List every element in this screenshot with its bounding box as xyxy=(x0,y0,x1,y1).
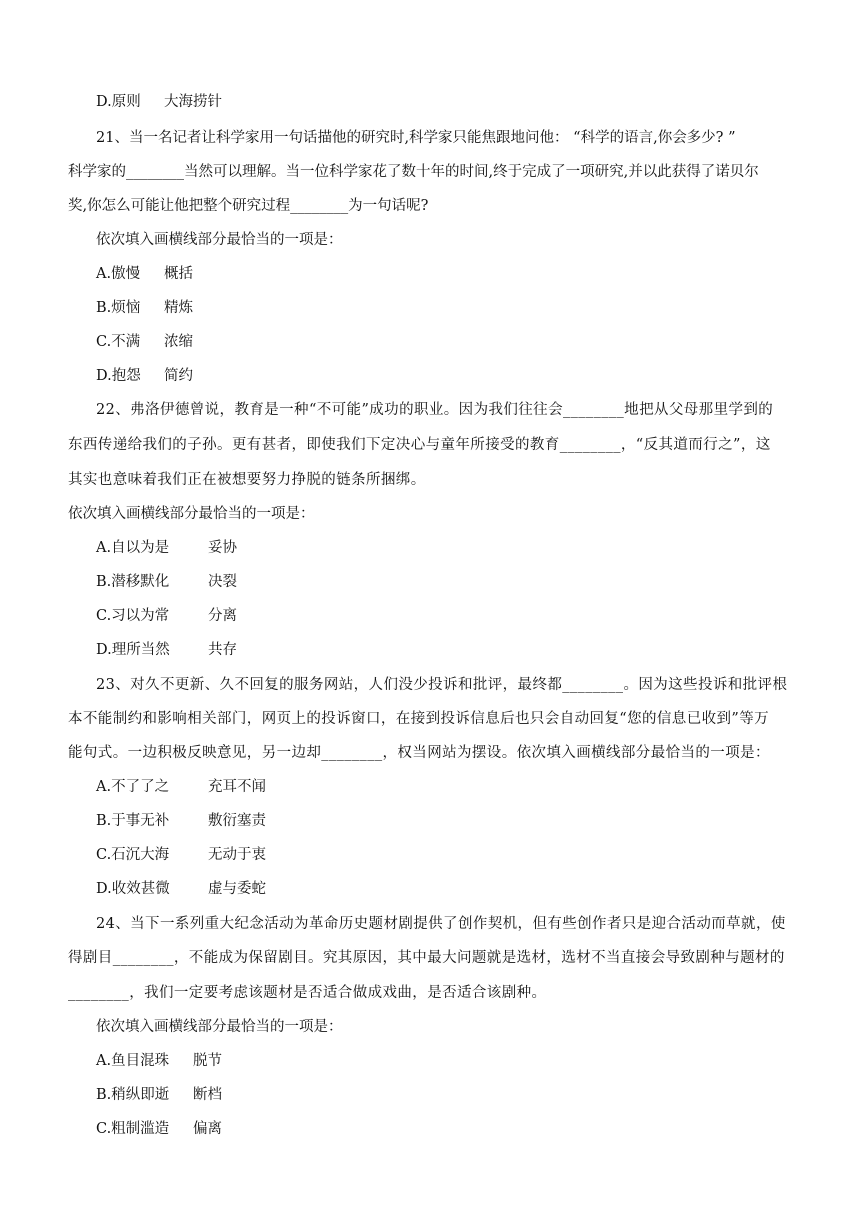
option-right: 敷衍塞责 xyxy=(208,813,266,829)
question-21-option-b xyxy=(96,298,193,318)
option-left: D.抱怨 xyxy=(96,368,141,384)
question-23-line-1: 23、对久不更新、久不回复的服务网站，人们没少投诉和批评，最终都________。因为这些投诉和批评根 xyxy=(96,677,788,693)
question-22-line-2: 东西传递给我们的子孙。更有甚者，即使我们下定决心与童年所接受的教育________，“反其道而行之”，这 xyxy=(68,437,771,453)
option-right: 无动于衷 xyxy=(208,847,266,863)
option-left: B.于事无补 xyxy=(96,813,170,829)
option-d-right: 大海捞针 xyxy=(164,94,222,110)
question-22-prompt: 依次填入画横线部分最恰当的一项是： xyxy=(68,506,315,522)
option-d-left: D.原则 xyxy=(96,94,141,110)
option-right: 断档 xyxy=(193,1087,222,1103)
option-right: 浓缩 xyxy=(164,334,193,350)
question-23-line-2: 本不能制约和影响相关部门，网页上的投诉窗口，在接到投诉信息后也只会自动回复“您的信息已收到”等万 xyxy=(68,711,770,727)
question-22-option-a xyxy=(96,538,237,558)
option-right: 决裂 xyxy=(208,574,237,590)
option-left: A.傲慢 xyxy=(96,266,141,282)
question-21-prompt: 依次填入画横线部分最恰当的一项是： xyxy=(96,232,343,248)
question-24-line-1: 24、当下一系列重大纪念活动为革命历史题材剧提供了创作契机，但有些创作者只是迎合活动而草就，使 xyxy=(96,916,786,932)
option-right: 虚与委蛇 xyxy=(208,881,266,897)
question-21-line-3: 奖,你怎么可能让他把整个研究过程________为一句话呢? xyxy=(68,198,429,214)
question-22-option-d xyxy=(96,640,237,660)
question-22-option-c xyxy=(96,606,237,626)
option-left: A.鱼目混珠 xyxy=(96,1053,170,1069)
question-22-line-3: 其实也意味着我们正在被想要努力挣脱的链条所捆绑。 xyxy=(68,472,426,488)
question-21-option-c xyxy=(96,332,193,352)
question-23-line-3: 能句式。一边积极反映意见，另一边却________，权当网站为摆设。依次填入画横线部分最恰当的一项是： xyxy=(68,745,770,761)
option-left: B.潜移默化 xyxy=(96,574,170,590)
option-left: A.自以为是 xyxy=(96,540,170,556)
question-24-option-b xyxy=(96,1085,222,1105)
question-21-option-d xyxy=(96,366,193,386)
option-right: 精炼 xyxy=(164,300,193,316)
option-left: A.不了了之 xyxy=(96,779,170,795)
question-23-option-d xyxy=(96,879,266,899)
option-left: C.石沉大海 xyxy=(96,847,170,863)
option-left: C.粗制滥造 xyxy=(96,1121,170,1137)
option-left: D.理所当然 xyxy=(96,642,170,658)
question-21-line-2: 科学家的________当然可以理解。当一位科学家花了数十年的时间,终于完成了一项研究,并以此获得了诺贝尔 xyxy=(68,164,759,180)
question-24-option-c xyxy=(96,1119,222,1139)
option-right: 简约 xyxy=(164,368,193,384)
question-23-option-a xyxy=(96,777,266,797)
option-right: 脱节 xyxy=(193,1053,222,1069)
option-d xyxy=(96,92,222,112)
option-left: B.烦恼 xyxy=(96,300,141,316)
option-left: D.收效甚微 xyxy=(96,881,170,897)
option-left: B.稍纵即逝 xyxy=(96,1087,170,1103)
question-24-line-3: ________，我们一定要考虑该题材是否适合做成戏曲，是否适合该剧种。 xyxy=(68,985,547,1001)
option-right: 概括 xyxy=(164,266,193,282)
option-right: 偏离 xyxy=(193,1121,222,1137)
question-21-line-1: 21、当一名记者让科学家用一句话描他的研究时,科学家只能焦跟地问他： “科学的语言,你会多少? ” xyxy=(96,130,736,146)
option-right: 充耳不闻 xyxy=(208,779,266,795)
question-23-option-b xyxy=(96,811,266,831)
option-right: 共存 xyxy=(208,642,237,658)
question-24-line-2: 得剧目________，不能成为保留剧目。究其原因，其中最大问题就是选材，选材不当直接会导致剧种与题材的 xyxy=(68,950,785,966)
question-23-option-c xyxy=(96,845,266,865)
question-24-option-a xyxy=(96,1051,222,1071)
option-right: 分离 xyxy=(208,608,237,624)
question-21-option-a xyxy=(96,264,193,284)
question-22-option-b xyxy=(96,572,237,592)
option-left: C.不满 xyxy=(96,334,141,350)
option-right: 妥协 xyxy=(208,540,237,556)
question-24-prompt: 依次填入画横线部分最恰当的一项是： xyxy=(96,1019,343,1035)
option-left: C.习以为常 xyxy=(96,608,170,624)
question-22-line-1: 22、弗洛伊德曾说，教育是一种“不可能”成功的职业。因为我们往往会________地把从父母那里学到的 xyxy=(96,402,774,418)
